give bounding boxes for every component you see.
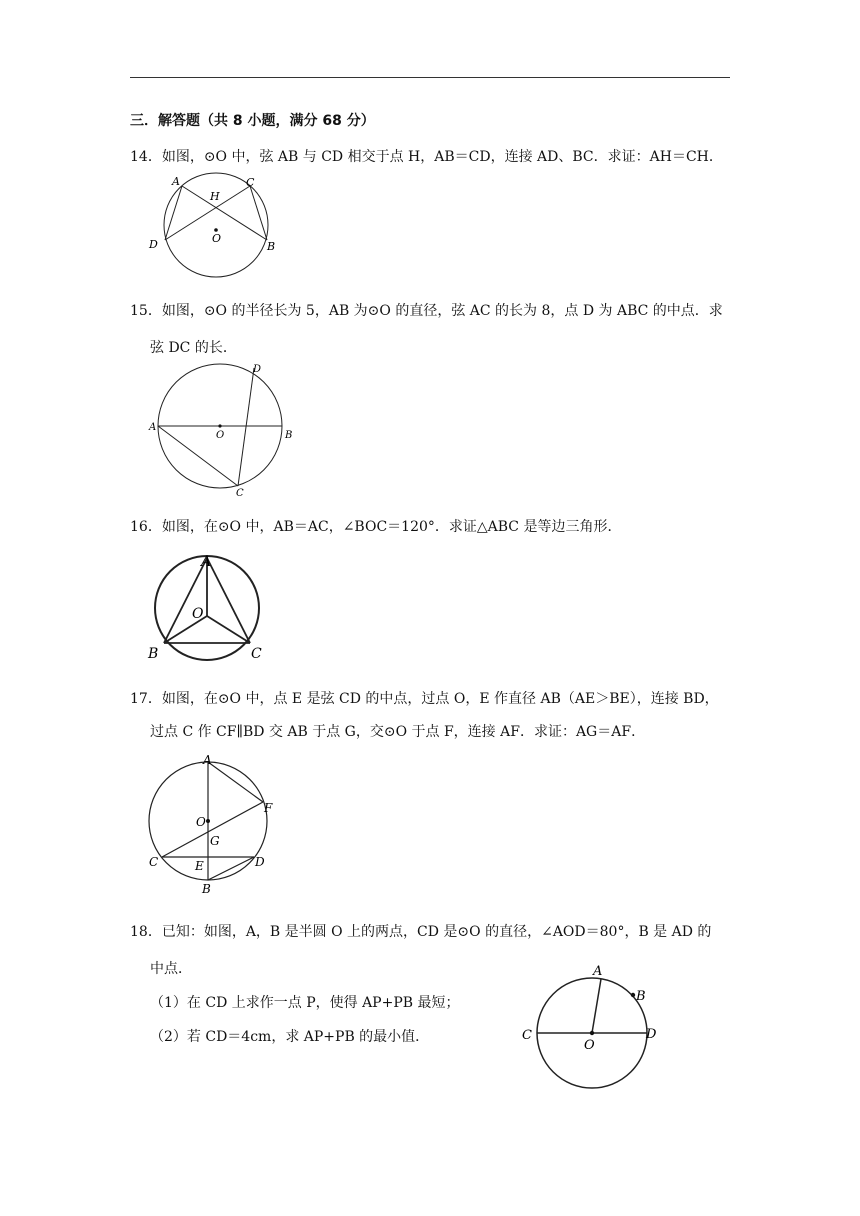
question-18-text-line1: 18．已知：如图，A，B 是半圆 O 上的两点，CD 是⊙O 的直径，∠AOD＝80°，B 是 AD 的 [130,924,712,940]
label-a: A [172,175,180,188]
label-b: B [202,882,211,896]
question-17-text-line1: 17．如图，在⊙O 中，点 E 是弦 CD 的中点，过点 O，E 作直径 AB（AE＞BE），连接 BD， [130,691,719,707]
question-18-part-1: （1）在 CD 上求作一点 P，使得 AP+PB 最短； [150,995,460,1011]
label-a: A [593,964,603,979]
label-o: O [584,1038,595,1053]
question-14-figure [140,170,300,289]
question-14-text: 14．如图，⊙O 中，弦 AB 与 CD 相交于点 H，AB＝CD，连接 AD、BC．求证：AH＝CH． [130,149,723,165]
label-c: C [149,855,159,869]
question-18-figure [515,958,665,1097]
question-15-text-line1: 15．如图，⊙O 的半径长为 5，AB 为⊙O 的直径，弦 AC 的长为 8，点 D 为 ABC 的中点．求 [130,303,723,319]
label-a: A [201,554,212,570]
label-b: B [267,240,276,253]
label-e: E [195,859,204,873]
label-a: A [149,422,157,433]
label-o: O [216,430,225,441]
label-o: O [196,815,206,829]
question-17-figure [140,752,280,901]
label-o: O [192,606,204,622]
label-f: F [264,801,273,815]
question-18-part-2: （2）若 CD＝4cm，求 AP+PB 的最小值． [150,1029,430,1045]
label-c: C [246,176,255,189]
label-h: H [210,190,220,203]
question-16-text: 16．如图，在⊙O 中，AB＝AC，∠BOC＝120°．求证△ABC 是等边三角形． [130,519,622,535]
label-c: C [251,646,262,662]
label-d: D [253,364,262,375]
question-17-text-line2: 过点 C 作 CF∥BD 交 AB 于点 G，交⊙O 于点 F，连接 AF．求证：AG＝AF． [150,724,646,740]
section-title: 三．解答题（共 8 小题，满分 68 分） [130,113,375,129]
label-d: D [646,1027,657,1042]
label-c: C [236,488,244,499]
top-rule [130,77,730,78]
label-a: A [203,753,212,767]
label-o: O [212,232,222,245]
label-c: C [522,1028,532,1043]
question-15-figure [140,358,310,507]
label-b: B [636,989,646,1004]
label-g: G [210,834,220,848]
question-15-text-line2: 弦 DC 的长． [150,340,237,356]
label-d: D [149,238,158,251]
label-d: D [255,855,265,869]
question-18-text-line2: 中点． [150,961,192,977]
label-b: B [148,646,159,662]
question-16-figure [140,550,280,674]
label-b: B [285,430,293,441]
